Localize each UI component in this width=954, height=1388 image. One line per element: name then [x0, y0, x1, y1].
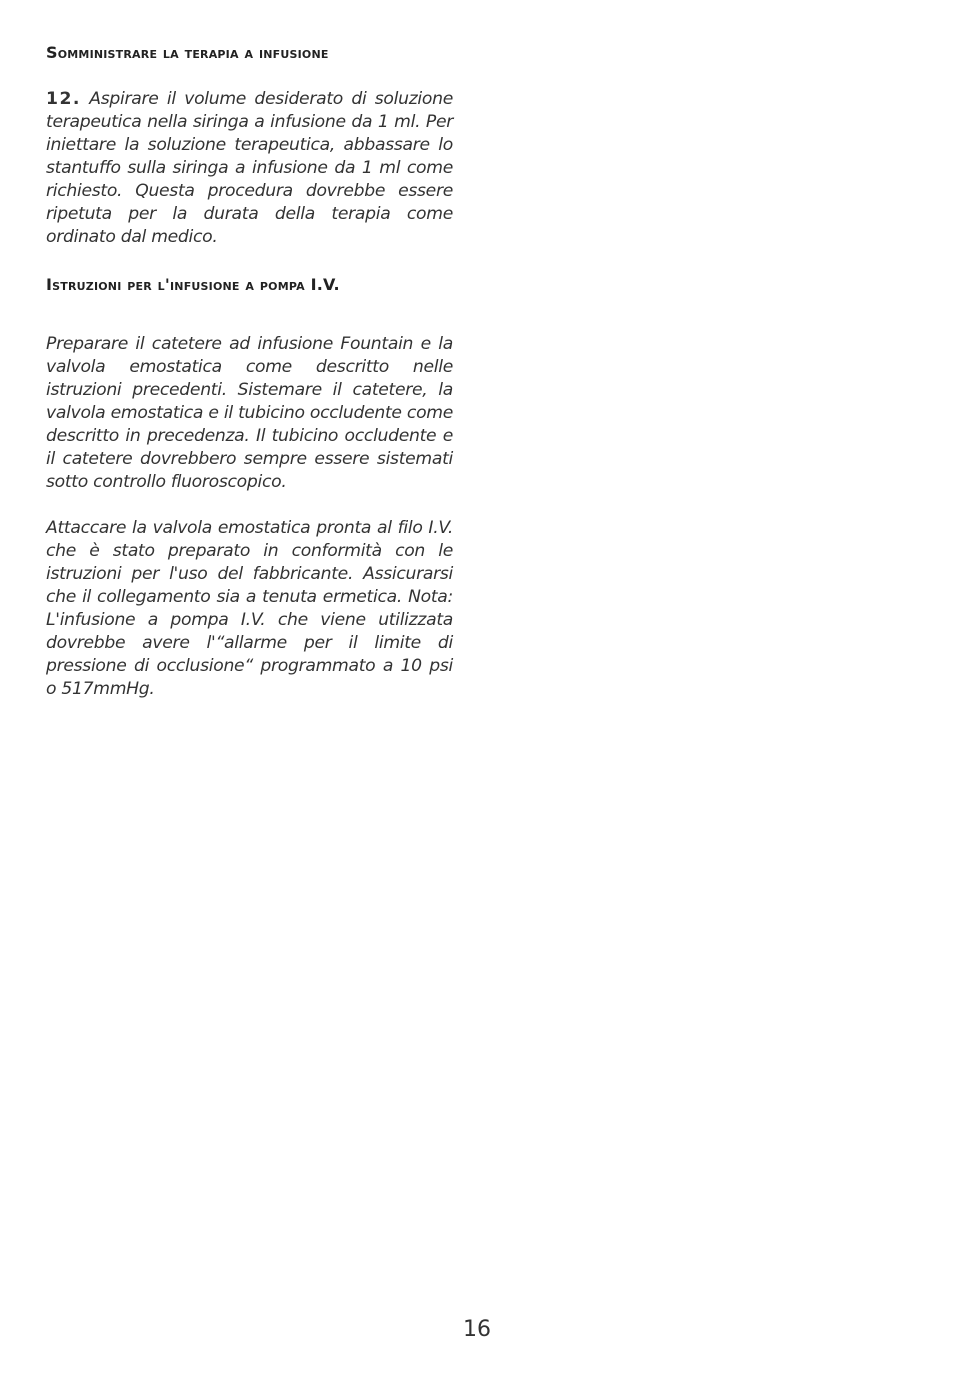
section-heading-iv-pump: Istruzioni per l'infusione a pompa I.V.	[46, 275, 340, 294]
step-12-paragraph	[46, 88, 453, 249]
paragraph-attach-valve: Attaccare la valvola emostatica pronta al filo I.V. che è stato preparato in conformità con le istruzioni per l'uso del fabbricante. Assicurarsi che il collegamento sia a tenuta ermetica. Nota: L'infusione a pompa I.V. che viene utilizzata dovrebbe avere l'“allarme per il limite di pressione di occlusione“ programmato a 10 psi o 517mmHg.	[46, 518, 453, 699]
section-heading-infusion-therapy: Somministrare la terapia a infusione	[46, 43, 329, 62]
step-text: Aspirare il volume desiderato di soluzione terapeutica nella siringa a infusione da 1 ml. Per iniettare la soluzione terapeutica, abbassare lo stantuffo sulla siringa a infusione da 1 ml come richiesto. Questa procedura dovrebbe essere ripetuta per la durata della terapia come ordinato dal medico.	[46, 89, 453, 247]
step-number: 12.	[46, 89, 81, 109]
page-number: 16	[463, 1317, 491, 1342]
paragraph-prepare-catheter: Preparare il catetere ad infusione Fountain e la valvola emostatica come descritto nelle istruzioni precedenti. Sistemare il catetere, la valvola emostatica e il tubicino occludente come descritto in precedenza. Il tubicino occludente e il catetere dovrebbero sempre essere sistemati sotto controllo fluoroscopico.	[46, 334, 453, 492]
text-column	[46, 40, 453, 701]
